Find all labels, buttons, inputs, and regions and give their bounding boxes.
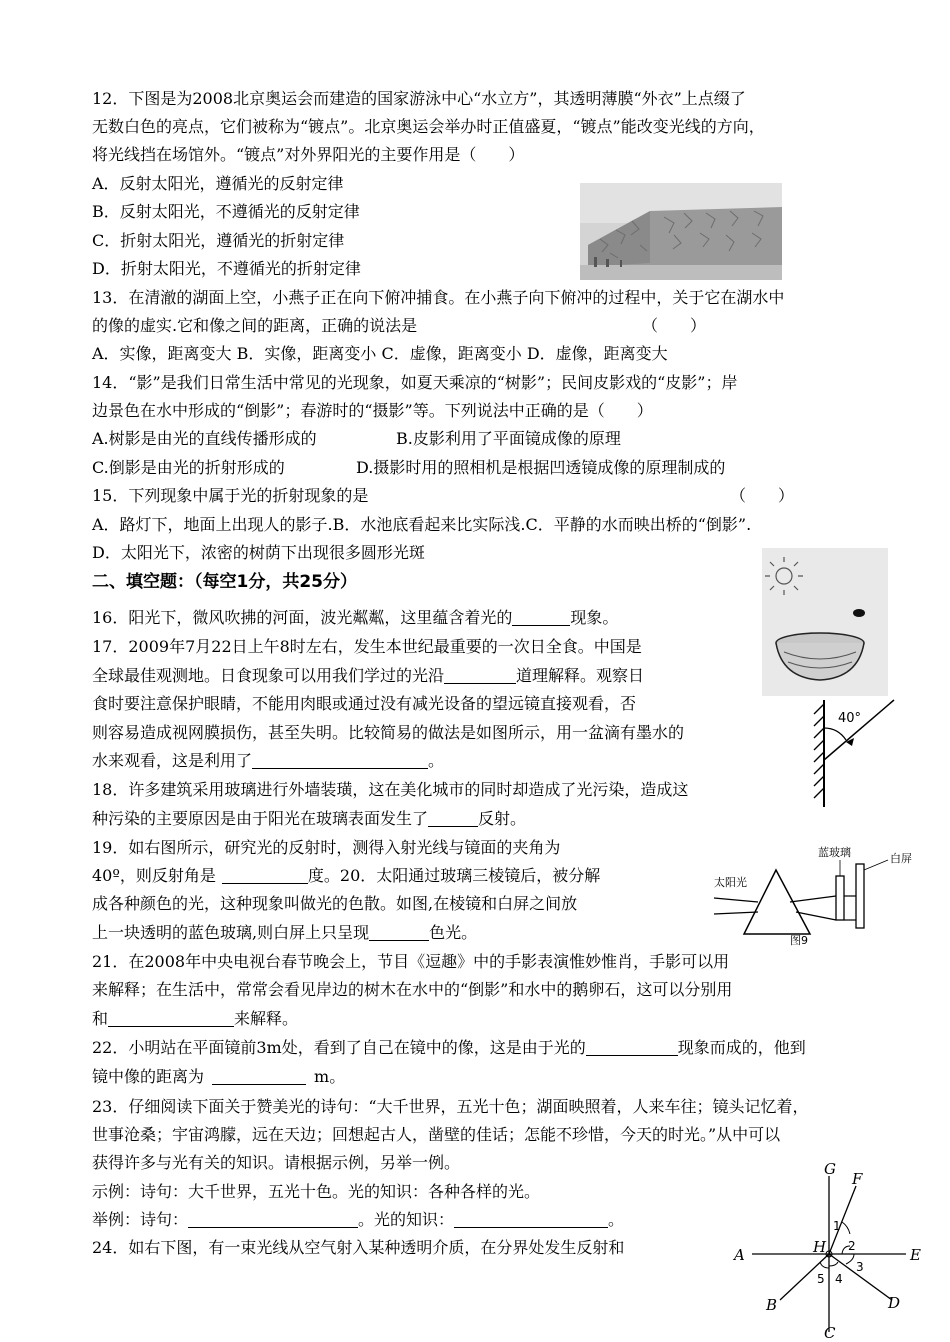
q22-line1 bbox=[92, 1037, 806, 1061]
q20-line4-post: 色光。 bbox=[429, 923, 478, 942]
q14-option-b: B.皮影利用了平面镜成像的原理 bbox=[396, 429, 621, 448]
q23-line3: 获得许多与光有关的知识。请根据示例，另举一例。 bbox=[92, 1153, 461, 1172]
q13-answer-paren: （ ） bbox=[642, 316, 707, 335]
q21-line3 bbox=[92, 1008, 298, 1032]
q17-line2-post: 道理解释。观察日 bbox=[516, 666, 645, 685]
prism-white-screen-label: 白屏 bbox=[890, 852, 912, 865]
q17-line2-pre: 全球最佳观测地。日食现象可以用我们学过的光沿 bbox=[92, 666, 445, 685]
q20-line4 bbox=[92, 922, 477, 946]
q12-line3: 将光线挡在场馆外。“镀点”对外界阳光的主要作用是（ ） bbox=[92, 145, 525, 164]
q18-blank[interactable] bbox=[428, 810, 478, 827]
water-cube-photo bbox=[580, 183, 782, 280]
q22-line2-pre: 镜中像的距离为 bbox=[92, 1067, 205, 1086]
q14-line1: 14．“影”是我们日常生活中常见的光现象，如夏天乘凉的“树影”；民间皮影戏的“皮影”；岸 bbox=[92, 373, 738, 392]
q23-your-example bbox=[92, 1209, 624, 1233]
q24-line1: 24．如右下图，有一束光线从空气射入某种透明介质，在分界处发生反射和 bbox=[92, 1238, 625, 1257]
q12-line1: 12．下图是为2008北京奥运会而建造的国家游泳中心“水立方”，其透明薄膜“外衣”上点缀了 bbox=[92, 89, 746, 108]
q20-line4-pre: 上一块透明的蓝色玻璃,则白屏上只呈现 bbox=[92, 923, 370, 942]
prism-blue-glass-label: 蓝玻璃 bbox=[818, 846, 851, 859]
q15-options-line1: A．路灯下，地面上出现人的影子.B．水池底看起来比实际浅.C．平静的水而映出桥的“倒影”. bbox=[92, 515, 752, 534]
q17-blank-2[interactable] bbox=[252, 752, 428, 769]
q12-option-a: A．反射太阳光，遵循光的反射定律 bbox=[92, 174, 344, 193]
mirror-angle-figure bbox=[808, 692, 900, 812]
q23-ex-end: 。 bbox=[608, 1210, 625, 1229]
ray-label-a: A bbox=[734, 1246, 745, 1264]
q19-line2 bbox=[92, 865, 600, 889]
q20-line3: 成各种颜色的光，这种现象叫做光的色散。如图,在棱镜和白屏之间放 bbox=[92, 894, 578, 913]
q17-blank-1[interactable] bbox=[444, 667, 516, 684]
ray-label-h: H bbox=[813, 1238, 827, 1256]
q14-option-d: D.摄影时用的照相机是根据凹透镜成像的原理制成的 bbox=[356, 458, 726, 477]
q17-line3: 食时要注意保护眼睛，不能用肉眼或通过没有减光设备的望远镜直接观看，否 bbox=[92, 694, 637, 713]
q22-blank-1[interactable] bbox=[586, 1039, 678, 1056]
mirror-angle-label: 40° bbox=[838, 711, 862, 726]
q14-option-a: A.树影是由光的直线传播形成的 bbox=[92, 429, 317, 448]
eclipse-basin-figure bbox=[762, 548, 888, 696]
q22-blank-2[interactable] bbox=[212, 1068, 306, 1085]
q19-blank[interactable] bbox=[222, 867, 308, 884]
q18-line2-post: 反射。 bbox=[478, 809, 527, 828]
q23-ex-knowledge-label: 。光的知识： bbox=[358, 1210, 455, 1229]
q22-line1-post: 现象而成的，他到 bbox=[677, 1038, 806, 1057]
ray-label-g: G bbox=[824, 1160, 836, 1178]
q13-line2: 的像的虚实.它和像之间的距离，正确的说法是 bbox=[92, 316, 418, 335]
angle-label-4: 4 bbox=[835, 1272, 843, 1286]
q23-example: 示例：诗句：大千世界，五光十色。光的知识：各种各样的光。 bbox=[92, 1182, 541, 1201]
q13-options: A．实像，距离变大 B．实像，距离变小 C．虚像，距离变小 D．虚像，距离变大 bbox=[92, 344, 668, 363]
q19-line2-pre: 40º，则反射角是 bbox=[92, 866, 216, 885]
q17-line5 bbox=[92, 750, 444, 774]
q21-line1: 21．在2008年中央电视台春节晚会上，节目《逗趣》中的手影表演惟妙惟肖，手影可以用 bbox=[92, 952, 730, 971]
q21-line3-pre: 和 bbox=[92, 1009, 109, 1028]
q16-text-post: 现象。 bbox=[570, 608, 619, 627]
q17-line5-pre: 水来观看，这是利用了 bbox=[92, 751, 253, 770]
q21-blank[interactable] bbox=[108, 1010, 234, 1027]
q23-knowledge-blank[interactable] bbox=[454, 1211, 608, 1228]
q12-option-b: B．反射太阳光，不遵循光的反射定律 bbox=[92, 202, 360, 221]
q14-option-c: C.倒影是由光的折射形成的 bbox=[92, 458, 285, 477]
q18-line2-pre: 种污染的主要原因是由于阳光在玻璃表面发生了 bbox=[92, 809, 429, 828]
reflection-refraction-figure bbox=[730, 1160, 935, 1340]
angle-label-5: 5 bbox=[817, 1272, 825, 1286]
q23-poem-blank[interactable] bbox=[188, 1211, 358, 1228]
q12-line2: 无数白色的亮点，它们被称为“镀点”。北京奥运会举办时正值盛夏，“镀点”能改变光线的方向， bbox=[92, 117, 765, 136]
ray-label-d: D bbox=[888, 1294, 901, 1312]
q21-line3-post: 来解释。 bbox=[234, 1009, 299, 1028]
q22-line2 bbox=[92, 1066, 345, 1090]
q22-line1-pre: 22．小明站在平面镜前3m处，看到了自己在镜中的像，这是由于光的 bbox=[92, 1038, 586, 1057]
q23-line2: 世事沧桑；宇宙鸿朦，远在天边；回想起古人，凿壁的佳话；怎能不珍惜，今天的时光。”从中可以 bbox=[92, 1125, 781, 1144]
q23-line1: 23．仔细阅读下面关于赞美光的诗句：“大千世界，五光十色；湖面映照着，人来车往；镜头记忆着， bbox=[92, 1097, 809, 1116]
q19-line2-mid: 度。20．太阳通过玻璃三棱镜后，被分解 bbox=[307, 866, 601, 885]
q12-option-c: C．折射太阳光，遵循光的折射定律 bbox=[92, 231, 345, 250]
ray-label-b: B bbox=[766, 1296, 778, 1314]
q16-blank[interactable] bbox=[512, 609, 570, 626]
q17-line2 bbox=[92, 665, 644, 689]
q17-line4: 则容易造成视网膜损伤，甚至失明。比较简易的做法是如图所示，用一盆滴有墨水的 bbox=[92, 723, 685, 742]
q18-line2 bbox=[92, 808, 526, 832]
ray-label-f: F bbox=[852, 1170, 863, 1188]
ray-label-e: E bbox=[910, 1246, 921, 1264]
angle-label-3: 3 bbox=[856, 1260, 864, 1274]
q17-line1: 17．2009年7月22日上午8时左右，发生本世纪最重要的一次日全食。中国是 bbox=[92, 637, 642, 656]
angle-label-2: 2 bbox=[848, 1239, 856, 1253]
q15-line1: 15．下列现象中属于光的折射现象的是 bbox=[92, 486, 369, 505]
q15-options-line2: D．太阳光下，浓密的树荫下出现很多圆形光斑 bbox=[92, 543, 425, 562]
q16-line bbox=[92, 607, 618, 631]
q16-text-pre: 16．阳光下，微风吹拂的河面，波光粼粼，这里蕴含着光的 bbox=[92, 608, 513, 627]
q20-blank[interactable] bbox=[369, 924, 429, 941]
q19-line1: 19．如右图所示，研究光的反射时，测得入射光线与镜面的夹角为 bbox=[92, 838, 561, 857]
q17-line5-post: 。 bbox=[428, 751, 445, 770]
q12-option-d: D．折射太阳光，不遵循光的折射定律 bbox=[92, 259, 361, 278]
q18-line1: 18．许多建筑采用玻璃进行外墙装璜，这在美化城市的同时却造成了光污染，造成这 bbox=[92, 780, 689, 799]
ray-label-c: C bbox=[824, 1324, 836, 1342]
section-fill-in-heading: 二、填空题：（每空1分，共25分） bbox=[92, 572, 357, 592]
q14-line2: 边景色在水中形成的“倒影”；春游时的“摄影”等。下列说法中正确的是（ ） bbox=[92, 401, 653, 420]
q23-ex-label: 举例：诗句： bbox=[92, 1210, 189, 1229]
prism-figure-caption: 图9 bbox=[790, 934, 808, 947]
prism-sunlight-label: 太阳光 bbox=[714, 876, 747, 889]
q22-line2-post: m。 bbox=[314, 1067, 346, 1086]
prism-dispersion-figure bbox=[712, 840, 930, 947]
q21-line2: 来解释；在生活中，常常会看见岸边的树木在水中的“倒影”和水中的鹅卵石，这可以分别用 bbox=[92, 980, 733, 999]
q13-line1: 13．在清澈的湖面上空，小燕子正在向下俯冲捕食。在小燕子向下俯冲的过程中，关于它在湖水中 bbox=[92, 288, 785, 307]
angle-label-1: 1 bbox=[833, 1219, 841, 1233]
q15-answer-paren: （ ） bbox=[730, 486, 795, 505]
